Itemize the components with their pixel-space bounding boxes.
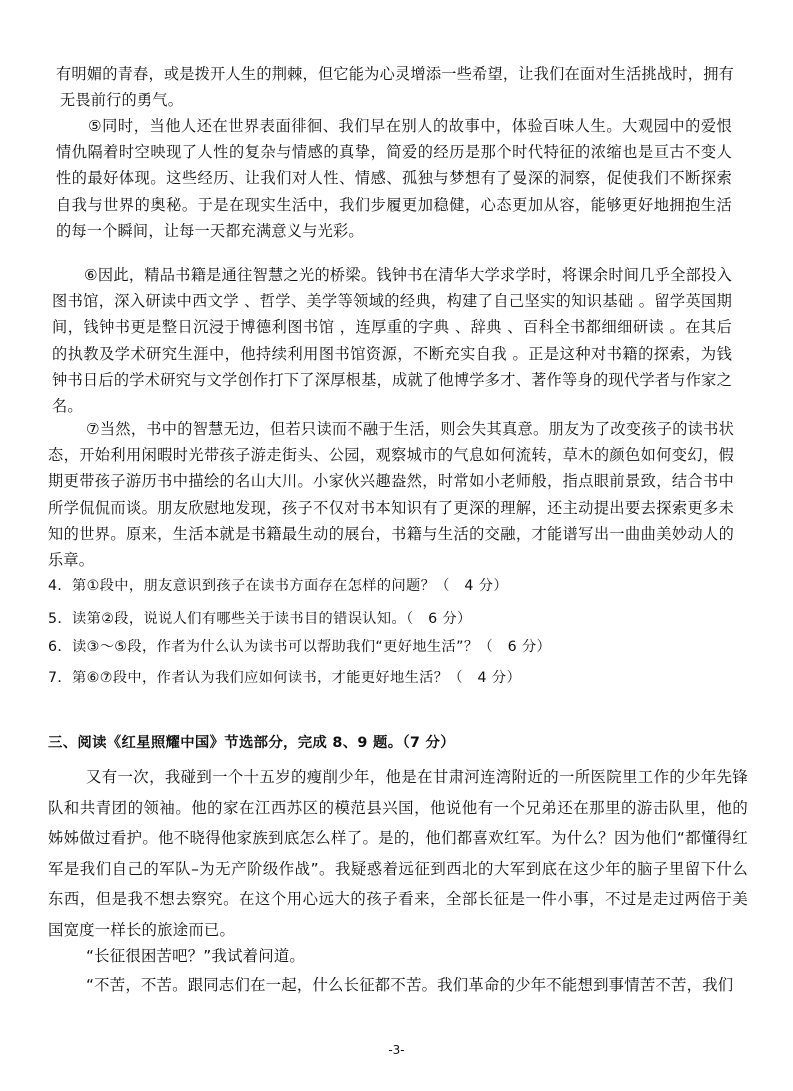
- section3-paragraph-3: “不苦，不苦。跟同志们在一起，什么长征都不苦。我们革命的少年不能想到事情苦不苦，我们: [86, 976, 734, 994]
- paragraph-5: ⑤同时，当他人还在世界表面徘徊、我们早在别人的故事中，体验百味人生。大观园中的爱恨情仇隔着时空映现了人性的复杂与情感的真挚，简爱的经历是那个时代特征的浓缩也是亘古不变人性的最好体现。这些经历、让我们对人性、情感、孤独与梦想有了曼深的洞察，促使我们不断探索自我与世界的奥秘。于是在现实生活中，我们步履更加稳健，心态更加从容，能够更好地拥抱生活的每一个瞬间，让每一天都充满意义与光彩。: [56, 117, 732, 240]
- question-4: 4．第①段中，朋友意识到孩子在读书方面存在怎样的问题？（ 4 分）: [48, 578, 508, 594]
- question-7: 7．第⑥⑦段中，作者认为我们应如何读书，才能更好地生活？（ 4 分）: [48, 670, 522, 686]
- section3-paragraph-1: 又有一次，我碰到一个十五岁的瘦削少年，他是在甘肃河连湾附近的一所医院里工作的少年先锋队和共青团的领袖。他的家在江西苏区的模范县兴国，他说他有一个兄弟还在那里的游击队里，他的姊姊做过看护。他不晓得他家族到底怎么样了。是的，他们都喜欢红军。为什么？因为他们“都懂得红军是我们自己的军队–为无产阶级作战”。我疑惑着远征到西北的大军到底在这少年的脑子里留下什么东西，但是我不想去察究。在这个用心远大的孩子看来，全部长征是一件小事，不过是走过两倍于美国宽度一样长的旅途而已。: [48, 768, 748, 939]
- paragraph-continuation: 有明媚的青春，或是拨开人生的荆棘，但它能为心灵增添一些希望，让我们在面对生活挑战时，拥有无畏前行的勇气。: [56, 65, 734, 110]
- section3-paragraph-2: “长征很困苦吧？”我试着问道。: [86, 947, 306, 965]
- page-number: -3-: [388, 1043, 405, 1057]
- question-6: 6．读③～⑤段，作者为什么认为读书可以帮助我们“更好地生活”？（ 6 分）: [48, 639, 552, 655]
- paragraph-7: ⑦当然，书中的智慧无边，但若只读而不融于生活，则会失其真意。朋友为了改变孩子的读书状态，开始利用闲暇时光带孩子游走街头、公园，观察城市的气息如何流转，草木的颜色如何变幻，假期更带孩子游历书中描绘的名山大川。小家伙兴趣盎然，时常如小老师般，指点眼前景致，结合书中所学侃侃而谈。朋友欣慰地发现，孩子不仅对书本知识有了更深的理解，还主动提出要去探索更多未知的世界。原来，生活本就是书籍最生动的展台，书籍与生活的交融，才能谱写出一曲曲美妙动人的乐章。: [48, 420, 734, 570]
- section-heading: 三、阅读《红星照耀中国》节选部分，完成 8、9 题。（7 分）: [48, 735, 455, 751]
- paragraph-6: ⑥因此，精品书籍是通往智慧之光的桥梁。钱钟书在清华大学求学时，将课余时间几乎全部投入图书馆，深入研读中西文学 、哲学、美学等领域的经典，构建了自己坚实的知识基础 。留学英国期间，钱钟书更是整日沉浸于博德利图书馆 ，连厚重的字典 、辞典 、百科全书都细细研读 。在其后的执教及学术研究生涯中，他持续利用图书馆资源，不断充实自我 。正是这种对书籍的探索，为钱钟书日后的学术研究与文学创作打下了深厚根基，成就了他博学多才、著作等身的现代学者与作家之名。: [52, 266, 732, 416]
- question-5: 5．读第②段，说说人们有哪些关于读书目的错误认知。（ 6 分）: [48, 611, 472, 627]
